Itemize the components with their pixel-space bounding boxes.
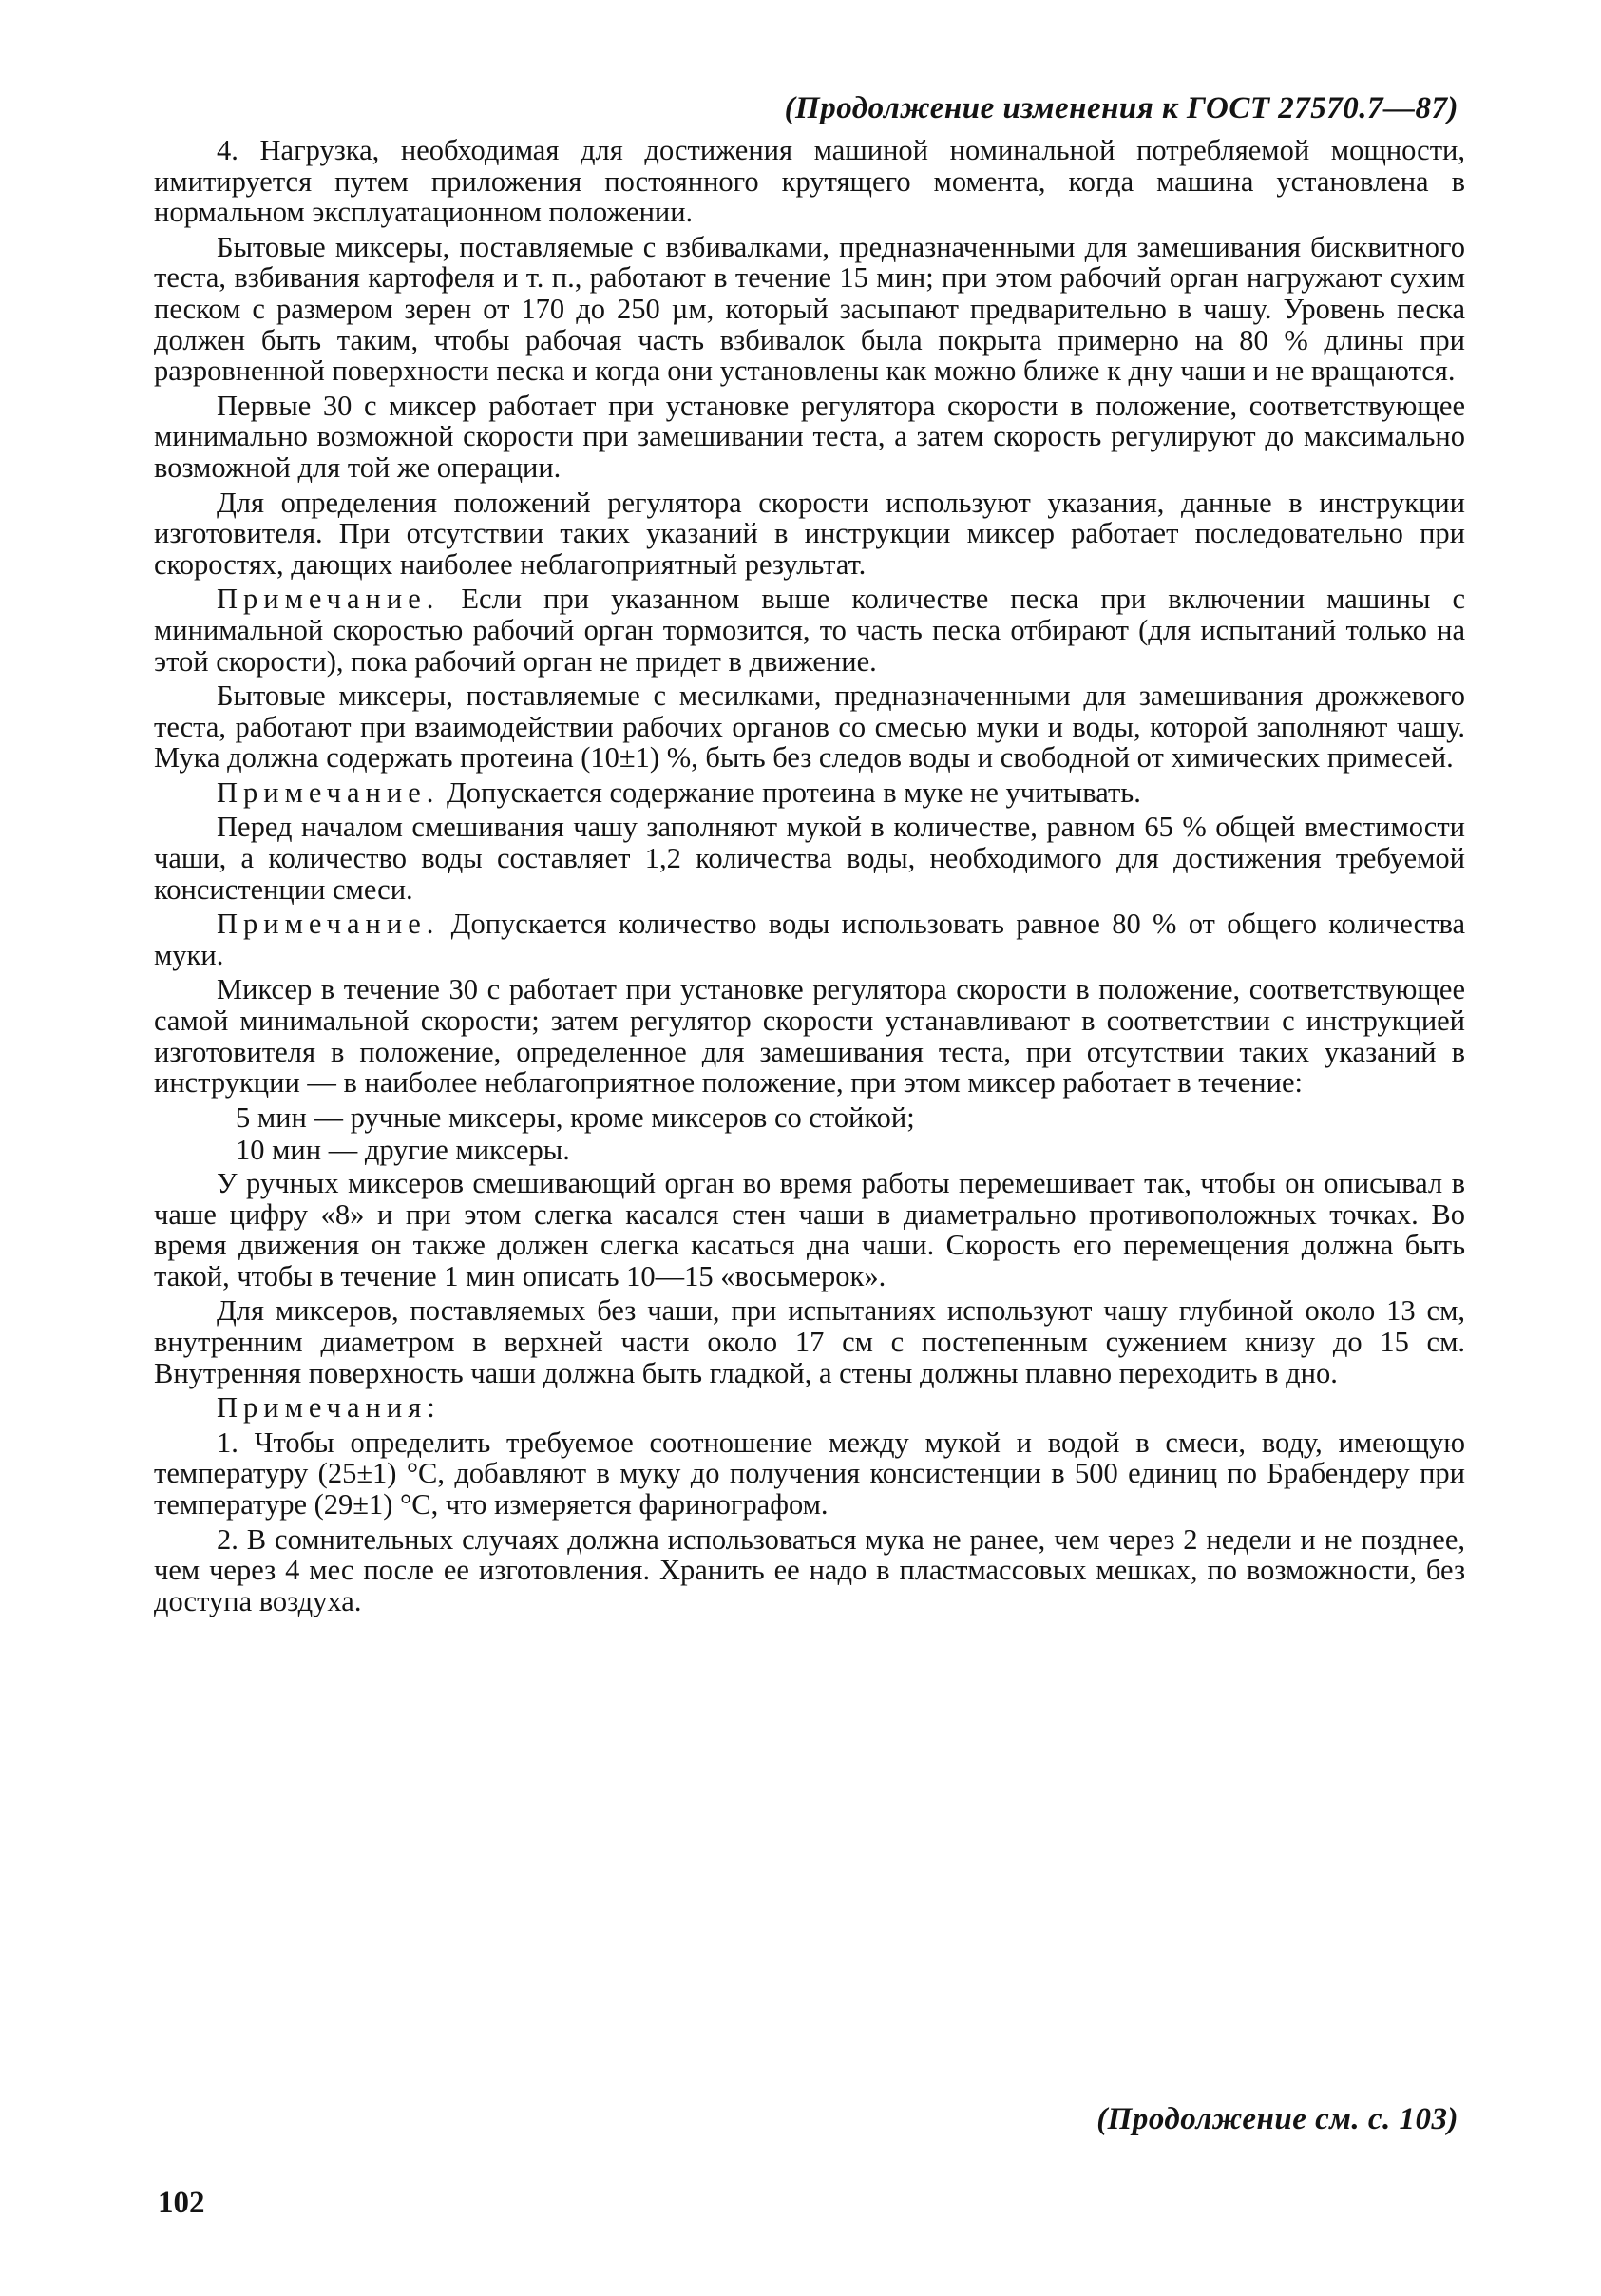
note-paragraph: Примечание. Допускается количество воды использовать равное 80 % от общего количества муки. <box>154 908 1465 971</box>
notes-heading: Примечания: <box>217 1391 441 1425</box>
paragraph: Перед началом смешивания чашу заполняют мукой в количестве, равном 65 % общей вместимости чаши, а количество воды составляет 1,2 количества воды, необходимого для достижения требуемой консистенции смеси. <box>154 811 1465 906</box>
running-header: (Продолжение изменения к ГОСТ 27570.7—87) <box>784 91 1458 125</box>
note-item: 2. В сомнительных случаях должна использоваться мука не ранее, чем через 2 недели и не позднее, чем через 4 мес после ее изготовления. Хранить ее надо в пластмассовых мешках, по возможности, без доступа воздуха. <box>154 1522 1465 1617</box>
note-paragraph: Примечание. Если при указанном выше количестве песка при включении машины с минимальной скоростью рабочий орган тормозится, то часть песка отбирают (для испытаний только на этой скорости), пока рабочий орган не придет в движение. <box>154 583 1465 678</box>
continuation-note: (Продолжение см. с. 103) <box>1096 2102 1458 2136</box>
note-label: Примечание. <box>217 583 440 616</box>
document-body <box>154 135 1465 1620</box>
note-item: 1. Чтобы определить требуемое соотношение между мукой и водой в смеси, воду, имеющую температуру (25±1) °С, добавляют в муку до получения консистенции в 500 единиц по Брабендеру при температуре (29±1) °С, что измеряется фаринографом. <box>154 1425 1465 1521</box>
paragraph: Для миксеров, поставляемых без чаши, при испытаниях используют чашу глубиной около 13 см, внутренним диаметром в верхней части около 17 см с постепенным сужением книзу до 15 см. Внутренняя поверхность чаши должна быть гладкой, а стены должны плавно переходить в дно. <box>154 1294 1465 1389</box>
duration-item: 10 мин — другие миксеры. <box>236 1134 570 1167</box>
paragraph: 4. Нагрузка, необходимая для достижения машиной номинальной потребляемой мощности, имитируется путем приложения постоянного крутящего момента, когда машина установлена в нормальном эксплуатационном положении. <box>154 134 1465 229</box>
paragraph: У ручных миксеров смешивающий орган во время работы перемешивает так, чтобы он описывал в чаше цифру «8» и при этом слегка касался стен чаши в диаметрально противоположных точках. Во время движения он также должен слегка касаться дна чаши. Скорость его перемещения должна быть такой, чтобы в течение 1 мин описать 10—15 «восьмерок». <box>154 1167 1465 1292</box>
paragraph: Миксер в течение 30 с работает при установке регулятора скорости в положение, соответствующее самой минимальной скорости; затем регулятор скорости устанавливают в соответствии с инструкцией изготовителя в положение, определенное для замешивания теста, при отсутствии таких указаний в инструкции — в наиболее неблагоприятное положение, при этом миксер работает в течение: <box>154 973 1465 1100</box>
note-paragraph: Примечание. Допускается содержание протеина в муке не учитывать. <box>217 775 1141 809</box>
paragraph: Первые 30 с миксер работает при установке регулятора скорости в положение, соответствующее минимально возможной скорости при замешивании теста, а затем скорость регулируют до максимально возможной для той же операции. <box>154 389 1465 484</box>
paragraph: Бытовые миксеры, поставляемые с месилками, предназначенными для замешивания дрожжевого теста, работают при взаимодействии рабочих органов со смесью муки и воды, которой заполняют чашу. Мука должна содержать протеина (10±1) %, быть без следов воды и свободной от химических примесей. <box>154 679 1465 775</box>
page-number: 102 <box>158 2186 205 2220</box>
duration-item: 5 мин — ручные миксеры, кроме миксеров со стойкой; <box>236 1100 915 1134</box>
paragraph: Для определения положений регулятора скорости используют указания, данные в инструкции изготовителя. При отсутствии таких указаний в инструкции миксер работает последовательно при скоростях, дающих наиболее неблагоприятный результат. <box>154 486 1465 581</box>
paragraph: Бытовые миксеры, поставляемые с взбивалками, предназначенными для замешивания бисквитного теста, взбивания картофеля и т. п., работают в течение 15 мин; при этом рабочий орган нагружают сухим песком с размером зерен от 170 до 250 µм, который засыпают предварительно в чашу. Уровень песка должен быть таким, чтобы рабочая часть взбивалок была покрыта примерно на 80 % длины при разровненной поверхности песка и когда они установлены как можно ближе к дну чаши и не вращаются. <box>154 230 1465 388</box>
note-label: Примечание. <box>217 775 440 809</box>
note-label: Примечание. <box>217 908 440 941</box>
